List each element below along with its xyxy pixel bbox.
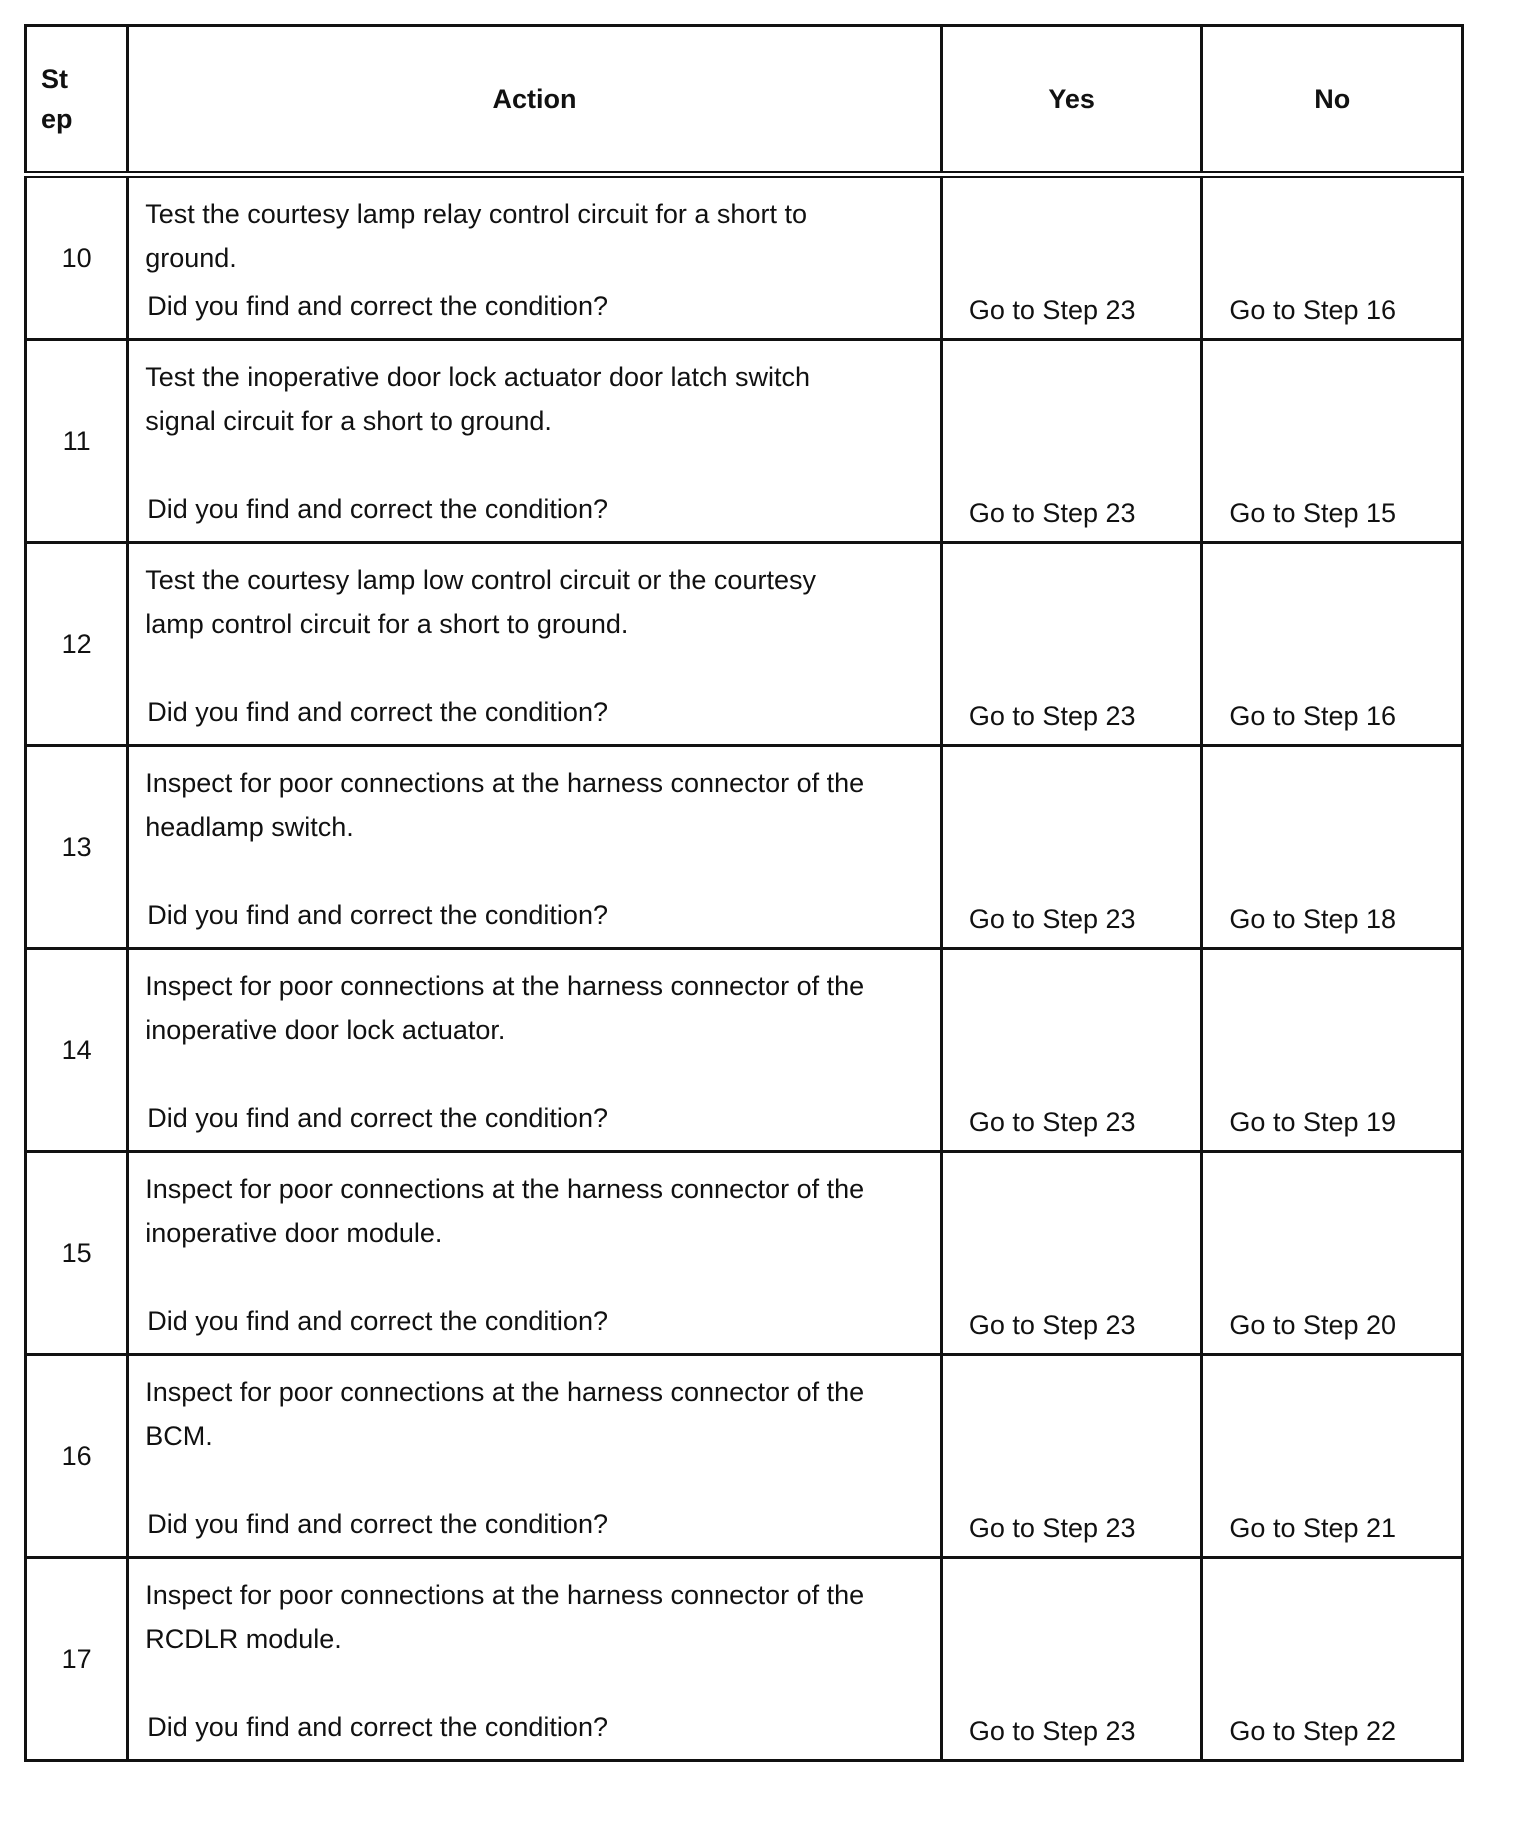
no-cell [1202,1152,1463,1355]
yes-cell [941,1558,1202,1761]
action-instruction: Test the inoperative door lock actuator door latch switch signal circuit for a short to ground. [145,362,811,436]
action-cell [128,1152,942,1355]
header-no: No [1202,26,1463,175]
table-row [26,1558,1463,1761]
action-instruction: Test the courtesy lamp low control circuit or the courtesy lamp control circuit for a short to ground. [145,565,816,639]
no-cell [1202,175,1463,340]
yes-cell [941,1355,1202,1558]
header-action: Action [128,26,942,175]
no-cell [1202,340,1463,543]
action-question: Did you find and correct the condition? [147,1712,608,1742]
no-result: Go to Step 18 [1229,904,1397,934]
header-step-line1: St [41,64,68,94]
yes-result: Go to Step 23 [968,904,1136,934]
no-result: Go to Step 21 [1229,1513,1397,1543]
step-number: 16 [26,1355,128,1558]
action-question: Did you find and correct the condition? [147,291,608,321]
yes-cell [941,746,1202,949]
step-number: 17 [26,1558,128,1761]
no-result: Go to Step 15 [1229,498,1397,528]
action-cell [128,340,942,543]
no-result: Go to Step 19 [1229,1107,1397,1137]
table-row [26,175,1463,340]
table-row [26,1152,1463,1355]
table-row [26,340,1463,543]
step-number: 14 [26,949,128,1152]
table-header-row [26,26,1463,175]
yes-result: Go to Step 23 [968,1107,1136,1137]
action-question: Did you find and correct the condition? [147,697,608,727]
action-question: Did you find and correct the condition? [147,1306,608,1336]
no-cell [1202,543,1463,746]
no-result: Go to Step 22 [1229,1716,1397,1746]
action-cell [128,1355,942,1558]
table-row [26,746,1463,949]
step-number: 11 [26,340,128,543]
action-instruction: Inspect for poor connections at the harness connector of the headlamp switch. [145,768,865,842]
action-instruction: Test the courtesy lamp relay control circuit for a short to ground. [145,199,807,273]
step-number: 13 [26,746,128,949]
yes-cell [941,340,1202,543]
no-result: Go to Step 16 [1229,295,1397,325]
action-question: Did you find and correct the condition? [147,494,608,524]
action-cell [128,175,942,340]
table-row [26,949,1463,1152]
step-number: 15 [26,1152,128,1355]
action-instruction: Inspect for poor connections at the harness connector of the inoperative door module. [145,1174,865,1248]
action-cell [128,746,942,949]
yes-cell [941,949,1202,1152]
yes-cell [941,175,1202,340]
action-instruction: Inspect for poor connections at the harness connector of the RCDLR module. [145,1580,865,1654]
yes-result: Go to Step 23 [968,498,1136,528]
yes-result: Go to Step 23 [968,1513,1136,1543]
yes-result: Go to Step 23 [968,295,1136,325]
step-number: 10 [26,175,128,340]
no-result: Go to Step 20 [1229,1310,1397,1340]
yes-result: Go to Step 23 [968,701,1136,731]
yes-cell [941,543,1202,746]
no-cell [1202,746,1463,949]
header-step-line2: ep [41,104,73,134]
no-result: Go to Step 16 [1229,701,1397,731]
step-number: 12 [26,543,128,746]
header-step [26,26,128,175]
no-cell [1202,949,1463,1152]
diagnostic-step-table [24,24,1464,1762]
table-row [26,1355,1463,1558]
yes-cell [941,1152,1202,1355]
action-cell [128,949,942,1152]
no-cell [1202,1355,1463,1558]
action-cell [128,543,942,746]
header-yes: Yes [941,26,1202,175]
yes-result: Go to Step 23 [968,1716,1136,1746]
yes-result: Go to Step 23 [968,1310,1136,1340]
action-question: Did you find and correct the condition? [147,1509,608,1539]
action-instruction: Inspect for poor connections at the harness connector of the inoperative door lock actuator. [145,971,865,1045]
action-question: Did you find and correct the condition? [147,900,608,930]
action-instruction: Inspect for poor connections at the harness connector of the BCM. [145,1377,865,1451]
action-question: Did you find and correct the condition? [147,1103,608,1133]
no-cell [1202,1558,1463,1761]
action-cell [128,1558,942,1761]
table-row [26,543,1463,746]
